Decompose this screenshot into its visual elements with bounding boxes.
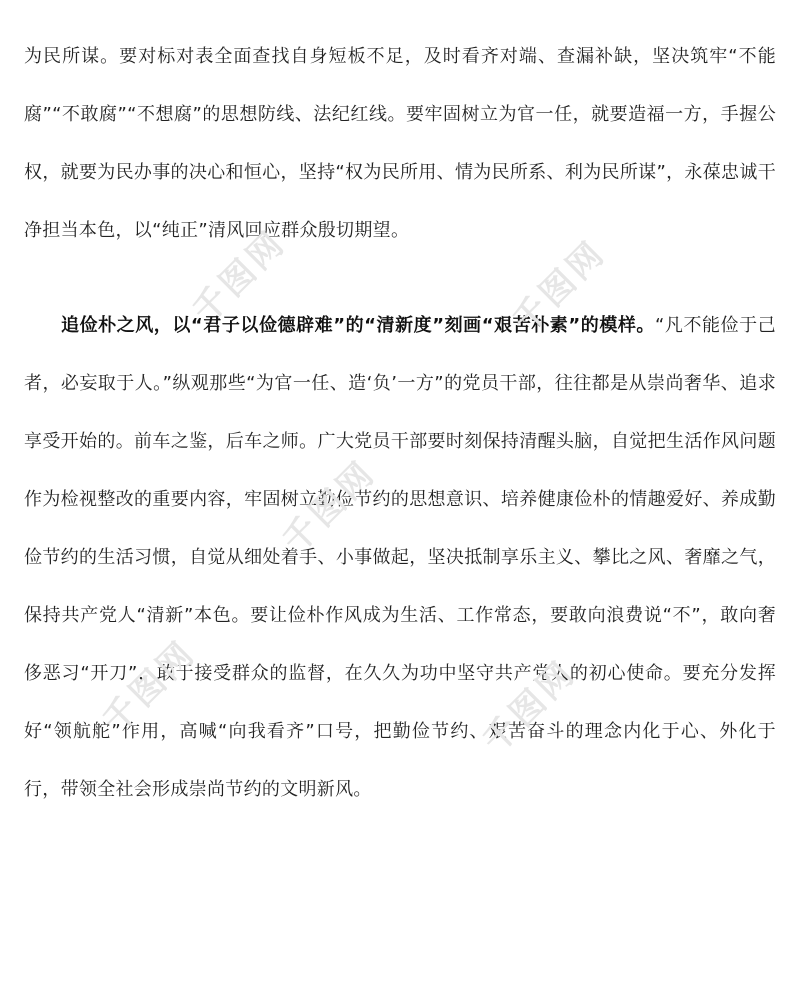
paragraph-2 [24,297,776,819]
watermark: 千图网 [475,652,584,762]
watermark: 千图网 [275,452,384,562]
watermark: 千图网 [505,232,614,342]
watermark: 千图网 [185,222,294,332]
paragraph-1: 为民所谋。要对标对表全面查找自身短板不足，及时看齐对端、查漏补缺，坚决筑牢“不能腐”“不敢腐”“不想腐”的思想防线、法纪红线。要牢固树立为官一任，就要造福一方，手握公权，就要为民办事的决心和恒心，坚持“权为民所用、情为民所系、利为民所谋”，永葆忠诚干净担当本色，以“纯正”清风回应群众殷切期望。 [24,46,776,241]
paragraph-2-body: “凡不能俭于己者，必妄取于人。”纵观那些“为官一任、造‘负’一方”的党员干部，往往都是从崇尚奢华、追求享受开始的。前车之鉴，后车之师。广大党员干部要时刻保持清醒头脑，自觉把生活作风问题作为检视整改的重要内容，牢固树立勤俭节约的思想意识、培养健康俭朴的情趣爱好、养成勤俭节约的生活习惯，自觉从细处着手、小事做起，坚决抵制享乐主义、攀比之风、奢靡之气，保持共产党人“清新”本色。要让俭朴作风成为生活、工作常态，要敢向浪费说“不”，敢向奢侈恶习“开刀”，敢于接受群众的监督，在久久为功中坚守共产党人的初心使命。要充分发挥好“领航舵”作用，高喊“向我看齐”口号，把勤俭节约、艰苦奋斗的理念内化于心、外化于行，带领全社会形成崇尚节约的文明新风。 [24,315,776,800]
watermark: 千图网 [95,632,204,742]
paragraph-2-lead: 追俭朴之风，以“君子以俭德辟难”的“清新度”刻画“艰苦朴素”的模样。 [61,315,655,336]
